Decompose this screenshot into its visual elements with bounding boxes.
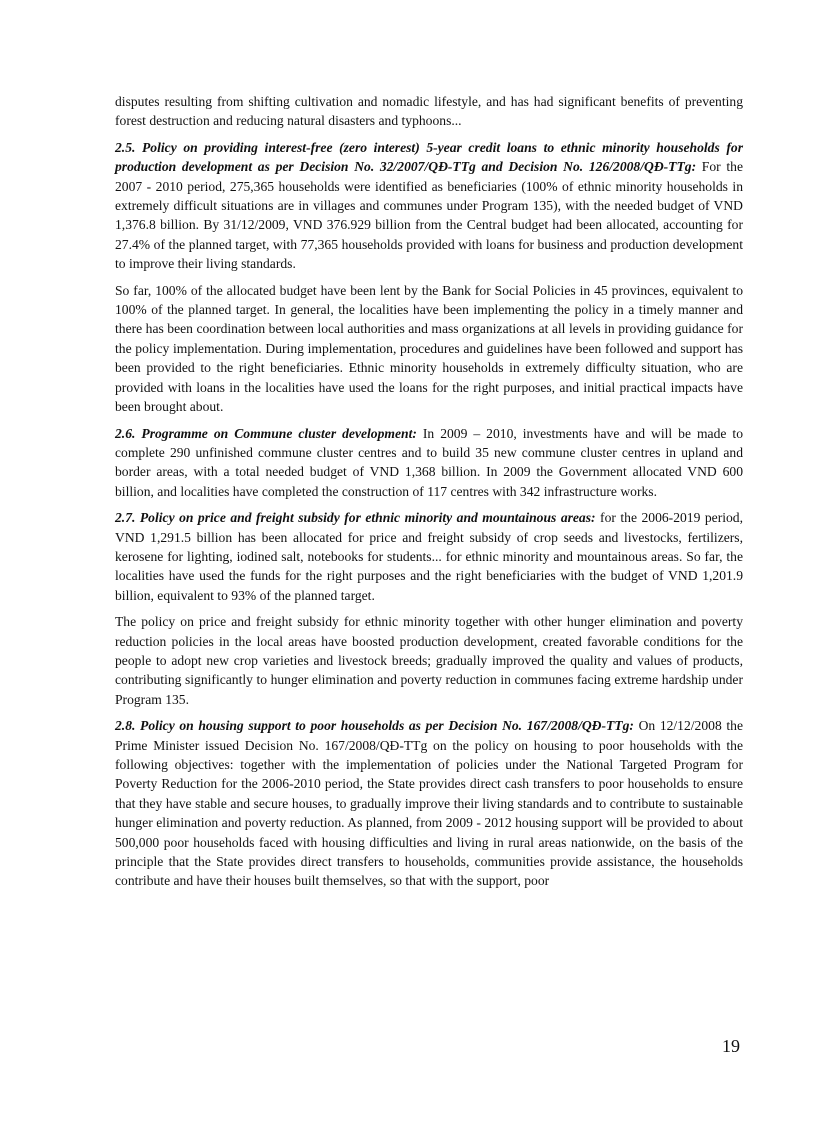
paragraph-intro-continuation (115, 92, 743, 131)
paragraph-text: for the 2006-2019 period, VND 1,291.5 billion has been allocated for price and freight subsidy of crop seeds and livestocks, fertilizers, kerosene for lighting, iodined salt, notebooks for students... for ethnic minority and mountainous areas. So far, the localities have used the funds for the right purposes and the right beneficiaries with the budget of VND 1,201.9 billion, equivalent to 93% of the planned target. (115, 510, 743, 603)
paragraph-text: On 12/12/2008 the Prime Minister issued Decision No. 167/2008/QĐ-TTg on the policy on housing to poor households with the following objectives: together with the implementation of policies under the National Targeted Program for Poverty Reduction for the 2006-2010 period, the State provides direct cash transfers to poor households to ensure that they have stable and secure houses, to gradually improve their living standards and to contribute to sustainable hunger elimination and poverty reduction. As planned, from 2009 - 2012 housing support will be provided to about 500,000 poor households faced with housing difficulties and living in rural areas nationwide, on the basis of the principle that the State provides direct transfers to households, communities provide assistance, the households contribute and have their houses built themselves, so that with the support, poor (115, 718, 743, 889)
paragraph-2-6 (115, 424, 743, 502)
paragraph-2-5 (115, 138, 743, 274)
document-body (115, 92, 743, 898)
section-heading-2-6: 2.6. Programme on Commune cluster development: (115, 425, 417, 441)
section-heading-2-8: 2.8. Policy on housing support to poor households as per Decision No. 167/2008/QĐ-TTg: (115, 718, 634, 734)
paragraph-2-8 (115, 716, 743, 891)
page-number: 19 (722, 1036, 740, 1056)
section-heading-2-7: 2.7. Policy on price and freight subsidy for ethnic minority and mountainous areas: (115, 510, 596, 526)
paragraph-text: For the 2007 - 2010 period, 275,365 households were identified as beneficiaries (100% of ethnic minority households in extremely difficult situations are in villages and communes under Program 135), with the needed budget of VND 1,376.8 billion. By 31/12/2009, VND 376.929 billion from the Central budget had been allocated, accounting for 27.4% of the planned target, with 77,365 households provided with loans for business and production development to improve their living standards. (115, 159, 744, 272)
paragraph-2-5-continued (115, 281, 743, 417)
paragraph-text: In 2009 – 2010, investments have and will be made to complete 290 unfinished commune cluster centres and to build 35 new commune cluster centres in upland and border areas, with a total needed budget of VND 1,368 billion. In 2009 the Government allocated VND 600 billion, and localities have completed the construction of 117 centres with 342 infrastructure works. (115, 425, 743, 499)
section-heading-2-5: 2.5. Policy on providing interest-free (zero interest) 5-year credit loans to ethnic minority households for production development as per Decision No. 32/2007/QĐ-TTg and Decision No. 126/2008/QĐ-TTg: (115, 139, 743, 175)
paragraph-2-7 (115, 508, 743, 605)
paragraph-text: So far, 100% of the allocated budget have been lent by the Bank for Social Policies in 45 provinces, equivalent to 100% of the planned target. In general, the localities have been implementing the policy in a timely manner and there has been coordination between local authorities and mass organizations at all levels in providing guidance for the policy implementation. During implementation, procedures and guidelines have been followed and support has been provided to the right beneficiaries. Ethnic minority households in extremely difficulty situation, who are provided with loans in the localities have used the loans for the right purposes, and initial practical impacts have been brought about. (115, 282, 743, 415)
paragraph-text: disputes resulting from shifting cultivation and nomadic lifestyle, and has had significant benefits of preventing forest destruction and reducing natural disasters and typhoons... (115, 94, 743, 129)
paragraph-text: The policy on price and freight subsidy for ethnic minority together with other hunger elimination and poverty reduction policies in the local areas have boosted production development, created favorable conditions for the people to adopt new crop varieties and livestock breeds; gradually improved the quality and values of products, contributing significantly to hunger elimination and poverty reduction in communes facing extreme hardship under Program 135. (115, 614, 743, 707)
paragraph-2-7-continued (115, 612, 743, 709)
